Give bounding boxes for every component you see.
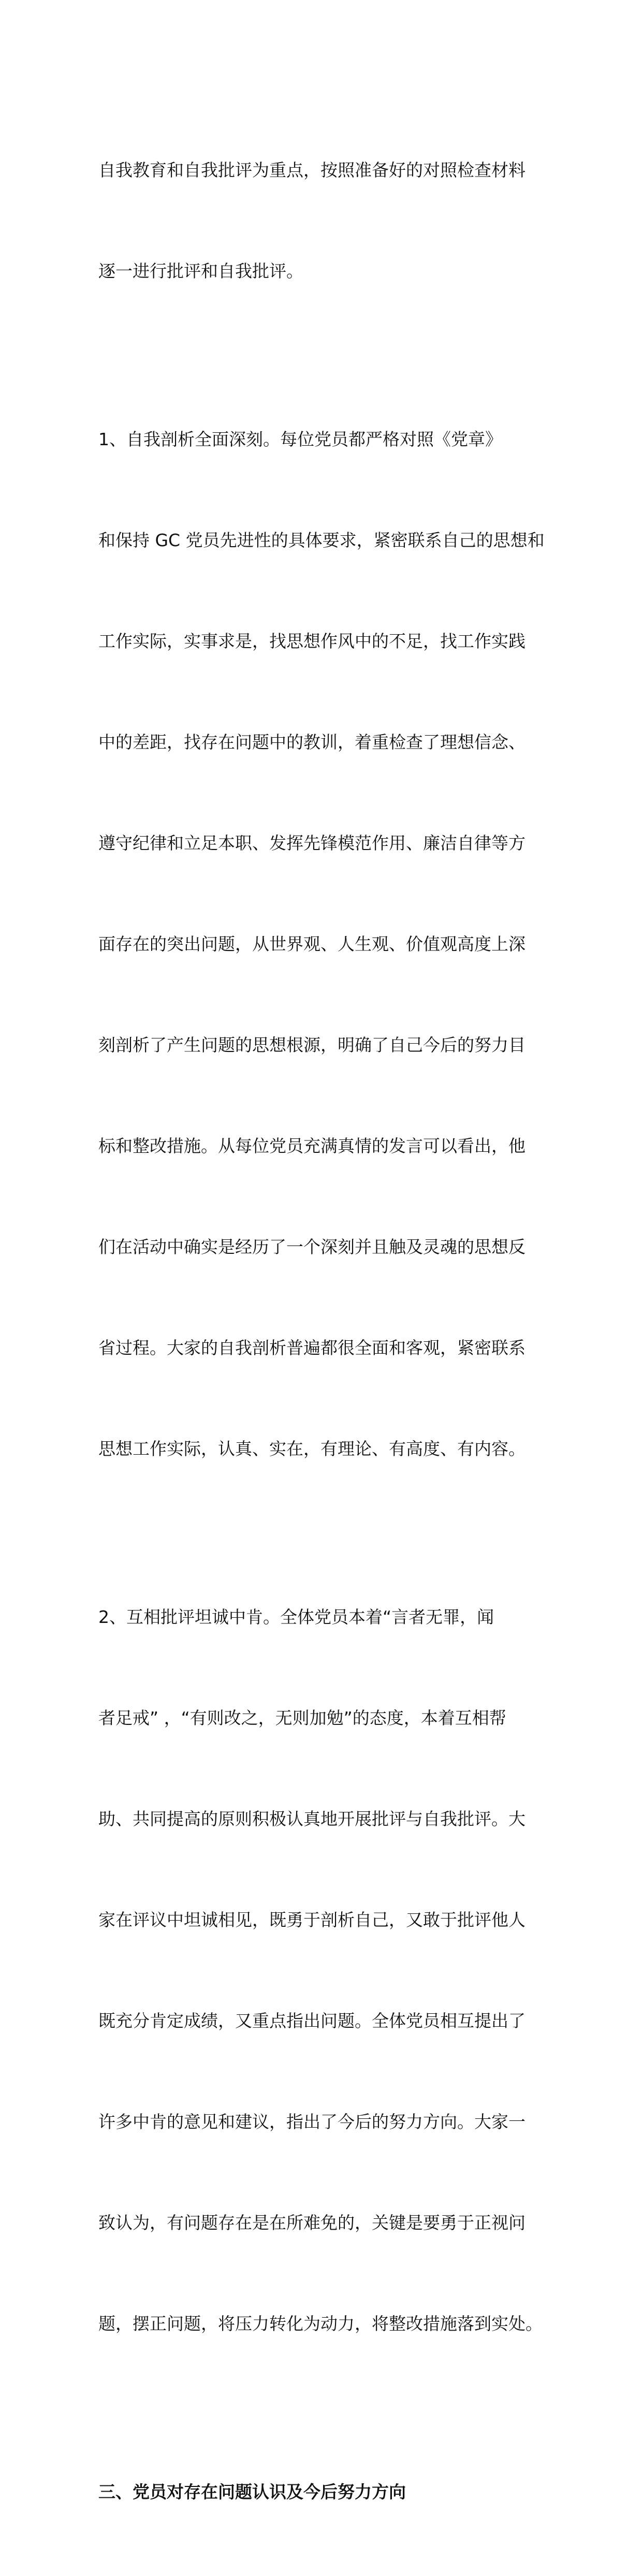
- section-heading: [98, 2408, 549, 2576]
- text-line: 中的差距，找存在问题中的教训，着重检查了理想信念、: [98, 732, 526, 752]
- text-line: 遵守纪律和立足本职、发挥先锋模范作用、廉洁自律等方: [98, 833, 526, 853]
- text-line: 和保持 GC 党员先进性的具体要求，紧密联系自己的思想和: [98, 530, 545, 550]
- text-line: 题，摆正问题，将压力转化为动力，将整改措施落到实处。: [98, 2314, 543, 2334]
- text-line: 省过程。大家的自我剖析普遍都很全面和客观，紧密联系: [98, 1338, 526, 1358]
- text-line: 许多中肯的意见和建议，指出了今后的努力方向。大家一: [98, 2112, 526, 2132]
- text-line: 家在评议中坦诚相见，既勇于剖析自己，又敢于批评他人: [98, 1910, 526, 1930]
- heading-line: 三、党员对存在问题认识及今后努力方向: [98, 2482, 406, 2502]
- text-line: 既充分肯定成绩，又重点指出问题。全体党员相互提出了: [98, 2011, 526, 2031]
- text-line: 思想工作实际，认真、实在，有理论、有高度、有内容。: [98, 1439, 526, 1459]
- text-line: 标和整改措施。从每位党员充满真情的发言可以看出，他: [98, 1136, 526, 1156]
- text-line: 2、互相批评坦诚中肯。全体党员本着“言者无罪，闻: [98, 1607, 494, 1627]
- paragraph-self-analysis: [98, 355, 549, 1533]
- text-line: 刻剖析了产生问题的思想根源，明确了自己今后的努力目: [98, 1035, 526, 1055]
- text-line: 1、自我剖析全面深刻。每位党员都严格对照《党章》: [98, 429, 502, 449]
- text-line: 助、共同提高的原则积极认真地开展批评与自我批评。大: [98, 1809, 526, 1829]
- text-line: 者足戒” ，“有则改之，无则加勉”的态度，本着互相帮: [98, 1708, 506, 1728]
- text-line: 致认为，有问题存在是在所难免的，关键是要勇于正视问: [98, 2213, 526, 2233]
- text-line: 工作实际，实事求是，找思想作风中的不足，找工作实践: [98, 631, 526, 651]
- text-line: 自我教育和自我批评为重点，按照准备好的对照检查材料: [98, 160, 526, 180]
- text-line: 面存在的突出问题，从世界观、人生观、价值观高度上深: [98, 934, 526, 954]
- text-line: 们在活动中确实是经历了一个深刻并且触及灵魂的思想反: [98, 1237, 526, 1257]
- text-line: 逐一进行批评和自我批评。: [98, 261, 303, 281]
- document-body: [98, 86, 549, 2576]
- paragraph-mutual-criticism: [98, 1533, 549, 2408]
- paragraph-intro-continuation: [98, 86, 549, 355]
